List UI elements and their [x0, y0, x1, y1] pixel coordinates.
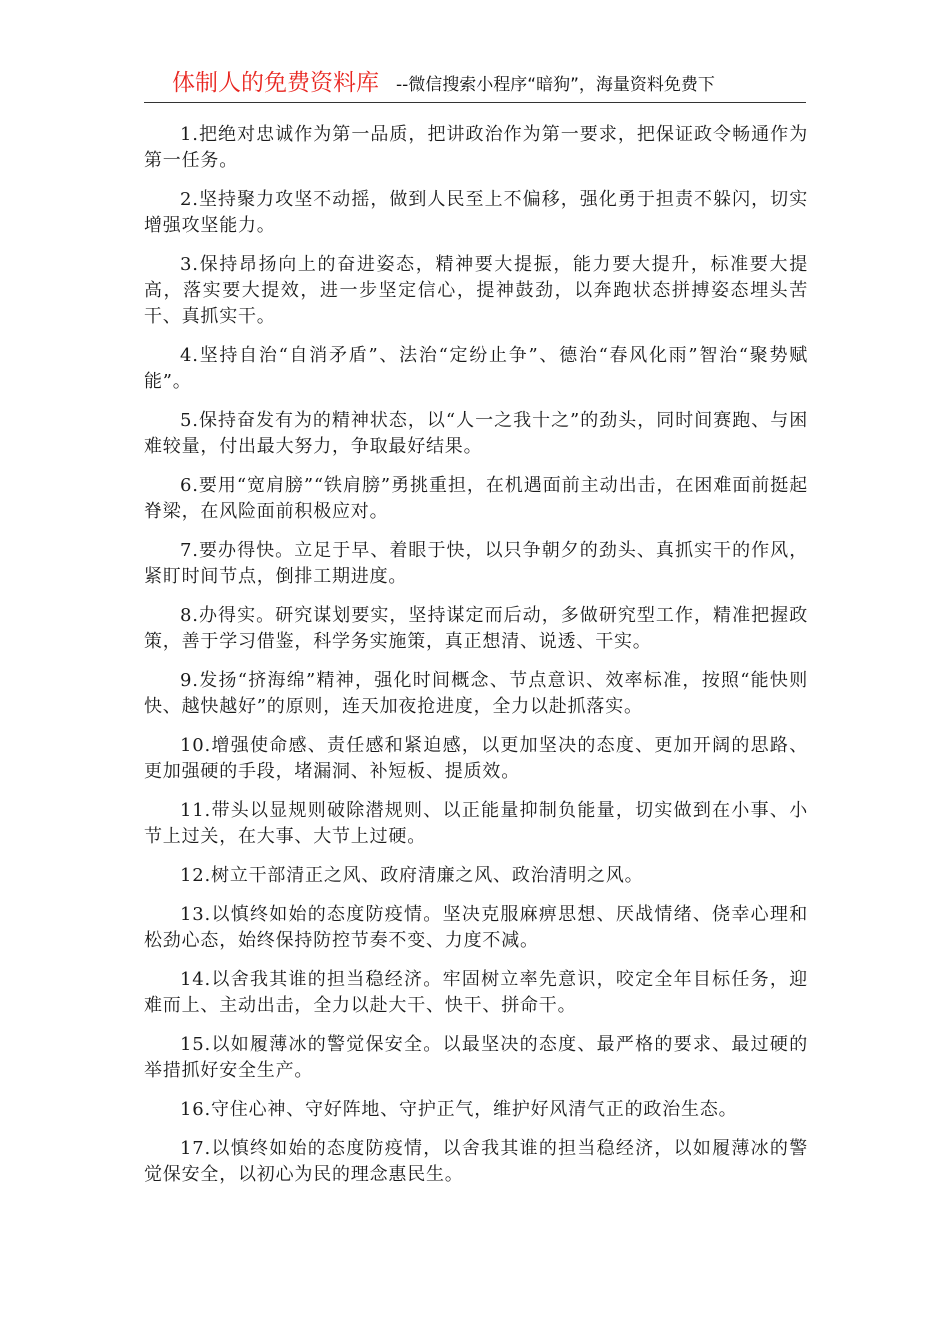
- paragraph-16: 16.守住心神、守好阵地、守护正气，维护好风清气正的政治生态。: [180, 1099, 738, 1120]
- paragraph-3: 3.保持昂扬向上的奋进姿态，精神要大提振，能力要大提升，标准要大提高，落实要大提效，进一步坚定信心，提神鼓劲，以奔跑状态拼搏姿态埋头苦干、真抓实干。: [144, 254, 808, 327]
- header-subtitle: --微信搜索小程序“暗狗”，海量资料免费下: [396, 75, 715, 95]
- paragraph-11: 11.带头以显规则破除潜规则、以正能量抑制负能量，切实做到在小事、小节上过关，在大事、大节上过硬。: [144, 800, 808, 847]
- header-site-title: 体制人的免费资料库: [172, 70, 379, 96]
- paragraph-8: 8.办得实。研究谋划要实，坚持谋定而后动，多做研究型工作，精准把握政策，善于学习借鉴，科学务实施策，真正想清、说透、干实。: [144, 605, 808, 652]
- paragraph-6: 6.要用“宽肩膀”“铁肩膀”勇挑重担，在机遇面前主动出击，在困难面前挺起脊梁，在风险面前积极应对。: [144, 475, 808, 522]
- page-header: [144, 68, 806, 103]
- paragraph-2: 2.坚持聚力攻坚不动摇，做到人民至上不偏移，强化勇于担责不躲闪，切实增强攻坚能力。: [144, 189, 808, 236]
- paragraph-15: 15.以如履薄冰的警觉保安全。以最坚决的态度、最严格的要求、最过硬的举措抓好安全生产。: [144, 1034, 808, 1081]
- paragraph-5: 5.保持奋发有为的精神状态，以“人一之我十之”的劲头，同时间赛跑、与困难较量，付出最大努力，争取最好结果。: [144, 410, 808, 457]
- paragraph-14: 14.以舍我其谁的担当稳经济。牢固树立率先意识，咬定全年目标任务，迎难而上、主动出击，全力以赴大干、快干、拼命干。: [144, 969, 808, 1016]
- paragraph-10: 10.增强使命感、责任感和紧迫感，以更加坚决的态度、更加开阔的思路、更加强硬的手段，堵漏洞、补短板、提质效。: [144, 735, 808, 782]
- paragraph-17: 17.以慎终如始的态度防疫情，以舍我其谁的担当稳经济，以如履薄冰的警觉保安全，以初心为民的理念惠民生。: [144, 1138, 808, 1185]
- document-body: [144, 122, 808, 1201]
- paragraph-13: 13.以慎终如始的态度防疫情。坚决克服麻痹思想、厌战情绪、侥幸心理和松劲心态，始终保持防控节奏不变、力度不减。: [144, 904, 808, 951]
- paragraph-4: 4.坚持自治“自消矛盾”、法治“定纷止争”、德治“春风化雨”智治“聚势赋能”。: [144, 345, 808, 392]
- paragraph-1: 1.把绝对忠诚作为第一品质，把讲政治作为第一要求，把保证政令畅通作为第一任务。: [144, 124, 808, 171]
- paragraph-12: 12.树立干部清正之风、政府清廉之风、政治清明之风。: [180, 865, 644, 886]
- paragraph-9: 9.发扬“挤海绵”精神，强化时间概念、节点意识、效率标准，按照“能快则快、越快越好”的原则，连天加夜抢进度，全力以赴抓落实。: [144, 670, 808, 717]
- paragraph-7: 7.要办得快。立足于早、着眼于快，以只争朝夕的劲头、真抓实干的作风，紧盯时间节点，倒排工期进度。: [144, 540, 808, 587]
